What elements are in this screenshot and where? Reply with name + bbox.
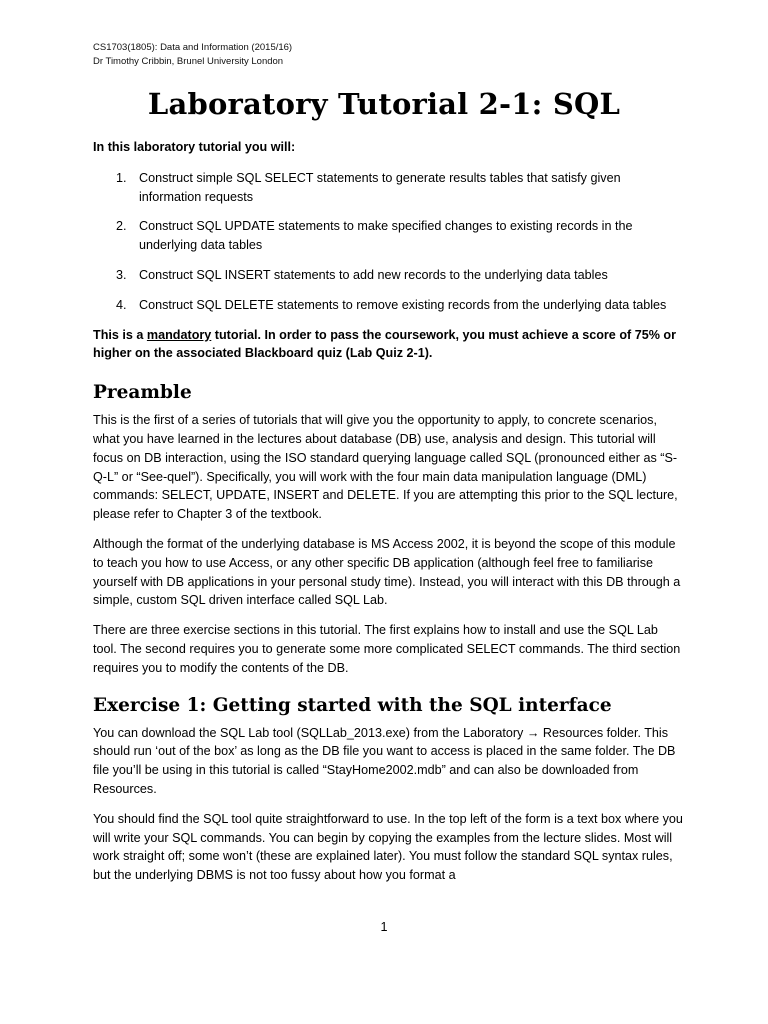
list-item-number: 3.: [116, 267, 127, 282]
header-author-line: Dr Timothy Cribbin, Brunel University London: [93, 56, 284, 67]
exercise1-heading: Exercise 1: Getting started with the SQL interface: [93, 694, 612, 716]
preamble-paragraph-2: Although the format of the underlying database is MS Access 2002, it is beyond the scope of this module to teach you how to use Access, or any other specific DB application (although feel free to familiarise yourself with DB applications in your personal study time). Instead, you will interact with this DB through a simple, custom SQL driven interface called SQL Lab.: [93, 536, 681, 608]
exercise1-paragraph-2: You should find the SQL tool quite straightforward to use. In the top left of the form is a text box where you will write your SQL commands. You can begin by copying the examples from the lecture slides. Most will work straight off; some won’t (these are explained later). You must follow the standard SQL syntax rules, but the underlying DBMS is not too fussy about how you format a: [93, 811, 683, 883]
preamble-paragraph-3: There are three exercise sections in this tutorial. The first explains how to install and use the SQL Lab tool. The second requires you to generate some more complicated SELECT commands. The third section requires you to modify the contents of the DB.: [93, 623, 681, 675]
preamble-paragraph-1: This is the first of a series of tutorials that will give you the opportunity to apply, to concrete scenarios, what you have learned in the lectures about database (DB) use, analysis and design. This tutorial will focus on DB interaction, using the ISO standard querying language called SQL (pronounced either as “S-Q-L” or “See-quel”). Specifically, you will work with the four main data manipulation language (DML) commands: SELECT, UPDATE, INSERT and DELETE. If you are attempting this prior to the SQL lecture, please refer to Chapter 3 of the textbook.: [93, 413, 678, 522]
list-item: [93, 169, 683, 207]
exercise1-paragraph-1: You can download the SQL Lab tool (SQLLab_2013.exe) from the Laboratory → Resources folder. This should run ‘out of the box’ as long as the DB file you want to access is placed in the same folder. The DB file you’ll be using in this tutorial is called “StayHome2002.mdb” and can also be downloaded from Resources.: [93, 725, 676, 796]
list-item-number: 1.: [116, 170, 127, 185]
intro-text: In this laboratory tutorial you will:: [93, 140, 296, 154]
mandatory-notice: [93, 326, 683, 364]
document-body: [93, 138, 683, 885]
document-header: [93, 41, 292, 69]
mandatory-notice-before: This is a: [93, 327, 147, 342]
preamble-heading: Preamble: [93, 382, 192, 404]
list-item-text: Construct SQL UPDATE statements to make specified changes to existing records in the underlying data tables: [139, 219, 633, 253]
list-item: [93, 217, 683, 255]
list-item-text: Construct SQL INSERT statements to add new records to the underlying data tables: [139, 267, 608, 282]
list-item-text: Construct simple SQL SELECT statements to generate results tables that satisfy given information requests: [139, 170, 621, 204]
list-item-number: 2.: [116, 219, 127, 234]
list-item: [93, 266, 683, 285]
objectives-list: [93, 169, 683, 315]
mandatory-notice-after: tutorial. In order to pass the coursework, you must achieve a score of 75% or higher on the associated Blackboard quiz (Lab Quiz 2-1).: [93, 327, 676, 361]
header-course-line: CS1703(1805): Data and Information (2015/16): [93, 42, 293, 53]
mandatory-emphasis: mandatory: [146, 327, 212, 342]
document-title: Laboratory Tutorial 2-1: SQL: [147, 87, 621, 121]
list-item-text: Construct SQL DELETE statements to remove existing records from the underlying data tables: [139, 297, 667, 312]
list-item: [93, 296, 683, 315]
page-number: 1: [380, 920, 388, 934]
list-item-number: 4.: [116, 297, 127, 312]
